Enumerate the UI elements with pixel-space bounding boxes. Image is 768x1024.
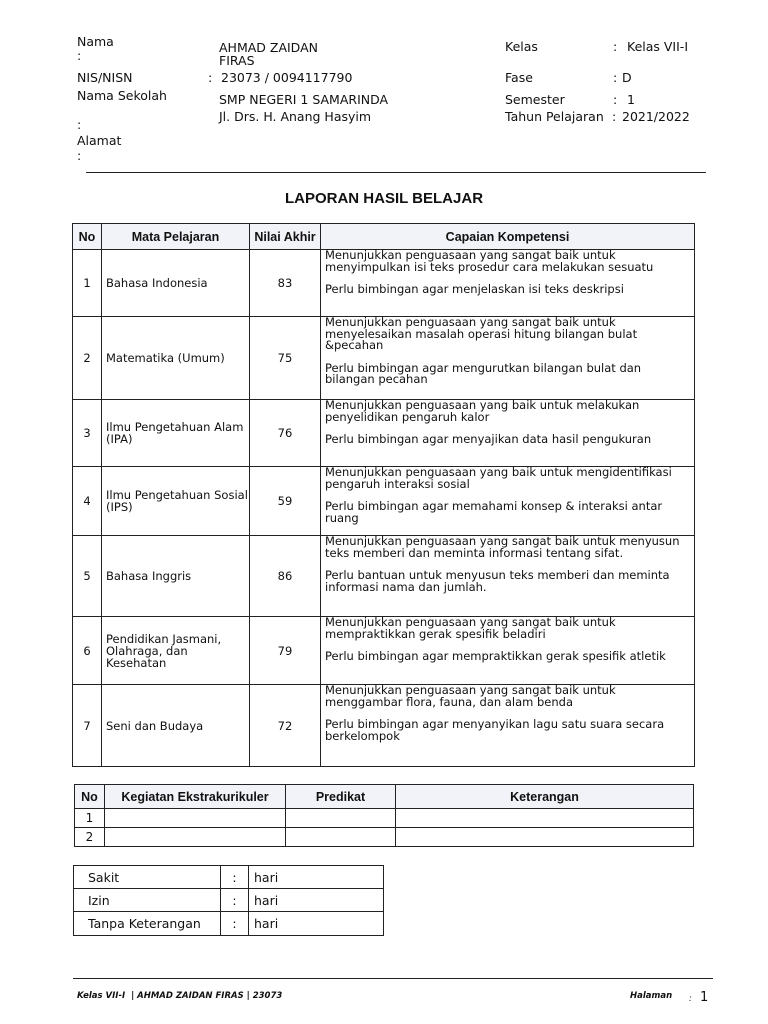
table-row [73, 467, 695, 536]
attendance-unit: hari [249, 912, 384, 936]
row-no: 2 [73, 317, 102, 400]
semester-value: 1 [627, 92, 635, 107]
row-note [396, 828, 694, 847]
header-no: No [73, 224, 102, 250]
tahun-value: 2021/2022 [622, 109, 690, 124]
row-no: 1 [75, 809, 105, 828]
row-competency [321, 250, 695, 317]
row-no: 5 [73, 536, 102, 617]
kelas-colon: : [613, 39, 618, 54]
nama-label: Nama [77, 34, 114, 49]
sekolah-label: Nama Sekolah [77, 88, 167, 103]
table-row [73, 617, 695, 685]
row-subject: Ilmu Pengetahuan Alam (IPA) [102, 400, 250, 467]
semester-colon: : [613, 92, 618, 107]
attendance-label: Tanpa Keterangan [74, 912, 221, 936]
footer-info: Kelas VII-I | AHMAD ZAIDAN FIRAS | 23073 [77, 991, 283, 1001]
row-note [396, 809, 694, 828]
table-row [73, 685, 695, 767]
attendance-table [73, 865, 384, 936]
fase-colon: : [613, 70, 618, 85]
tahun-label: Tahun Pelajaran [505, 109, 604, 124]
competency-improvement: Perlu bimbingan agar mengurutkan bilangan bulat dan bilangan pecahan [325, 360, 642, 387]
competency-improvement: Perlu bimbingan agar menyanyikan lagu satu suara secara berkelompok [325, 717, 665, 743]
header-capaian-kompetensi: Capaian Kompetensi [321, 224, 695, 250]
row-competency [321, 317, 695, 400]
competency-improvement: Perlu bimbingan agar mempraktikkan gerak spesifik atletik [325, 649, 666, 664]
attendance-unit: hari [249, 889, 384, 912]
alamat-value: Jl. Drs. H. Anang Hasyim [219, 109, 372, 124]
nama-value-line2: FIRAS [219, 53, 255, 68]
nis-value: 23073 / 0094117790 [221, 70, 353, 85]
row-subject: Seni dan Budaya [102, 685, 250, 767]
row-competency [321, 467, 695, 536]
nis-colon: : [208, 70, 213, 85]
competency-strength: Menunjukkan penguasaan yang sangat baik untuk menyelesaikan masalah operasi hitung bilangan bulat &pecahan [325, 315, 638, 353]
row-subject: Matematika (Umum) [102, 317, 250, 400]
row-competency [321, 536, 695, 617]
competency-strength: Menunjukkan penguasaan yang baik untuk melakukan penyelidikan pengaruh kalor [325, 398, 640, 424]
row-score: 86 [250, 536, 321, 617]
table-row [73, 317, 695, 400]
header-kegiatan: Kegiatan Ekstrakurikuler [105, 785, 286, 809]
attendance-colon: : [221, 912, 249, 936]
kelas-label: Kelas [505, 39, 538, 54]
table-row [74, 889, 384, 912]
row-subject: Bahasa Indonesia [102, 250, 250, 317]
row-competency [321, 617, 695, 685]
competency-strength: Menunjukkan penguasaan yang sangat baik untuk menyusun teks memberi dan meminta informasi tentang sifat. [325, 534, 680, 560]
attendance-label: Sakit [74, 866, 221, 889]
page-number: 1 [700, 990, 709, 1005]
row-no: 6 [73, 617, 102, 685]
semester-label: Semester [505, 92, 565, 107]
table-row [73, 400, 695, 467]
kelas-value: Kelas VII-I [627, 39, 689, 54]
fase-value: D [622, 70, 632, 85]
competency-improvement: Perlu bantuan untuk menyusun teks memberi dan meminta informasi nama dan jumlah. [325, 568, 670, 594]
report-title: LAPORAN HASIL BELAJAR [284, 190, 484, 207]
nama-value-line1: AHMAD ZAIDAN [219, 40, 318, 55]
header-mata-pelajaran: Mata Pelajaran [102, 224, 250, 250]
header-no: No [75, 785, 105, 809]
row-score: 83 [250, 250, 321, 317]
table-row [73, 536, 695, 617]
row-predicate [286, 809, 396, 828]
table-row [74, 866, 384, 889]
footer-divider [73, 978, 713, 979]
row-subject: Ilmu Pengetahuan Sosial (IPS) [102, 467, 250, 536]
competency-improvement: Perlu bimbingan agar memahami konsep & interaksi antar ruang [325, 499, 663, 525]
row-score: 59 [250, 467, 321, 536]
competency-strength: Menunjukkan penguasaan yang sangat baik untuk menggambar flora, fauna, dan alam benda [325, 683, 616, 709]
competency-improvement: Perlu bimbingan agar menyajikan data hasil pengukuran [325, 432, 652, 447]
header-divider [86, 172, 706, 173]
row-score: 79 [250, 617, 321, 685]
attendance-colon: : [221, 866, 249, 889]
row-competency [321, 685, 695, 767]
competency-improvement: Perlu bimbingan agar menjelaskan isi teks deskripsi [325, 282, 624, 297]
row-activity [105, 809, 286, 828]
row-no: 2 [75, 828, 105, 847]
extracurricular-table [74, 784, 694, 847]
sekolah-colon: : [77, 117, 82, 132]
nama-colon: : [77, 48, 82, 63]
row-activity [105, 828, 286, 847]
row-score: 76 [250, 400, 321, 467]
row-score: 72 [250, 685, 321, 767]
row-no: 7 [73, 685, 102, 767]
row-no: 3 [73, 400, 102, 467]
grades-header-row [73, 224, 695, 250]
extracurricular-header-row [75, 785, 694, 809]
header-nilai-akhir: Nilai Akhir [250, 224, 321, 250]
table-row [74, 912, 384, 936]
competency-strength: Menunjukkan penguasaan yang baik untuk mengidentifikasi pengaruh interaksi sosial [325, 465, 672, 491]
footer-halaman-label: Halaman [630, 991, 673, 1001]
fase-label: Fase [505, 70, 533, 85]
attendance-unit: hari [249, 866, 384, 889]
nis-label: NIS/NISN [77, 70, 133, 85]
attendance-colon: : [221, 889, 249, 912]
tahun-colon: : [612, 109, 617, 124]
row-subject: Bahasa Inggris [102, 536, 250, 617]
footer-colon: : [689, 994, 692, 1004]
row-no: 1 [73, 250, 102, 317]
row-predicate [286, 828, 396, 847]
competency-strength: Menunjukkan penguasaan yang sangat baik untuk mempraktikkan gerak spesifik beladiri [325, 615, 616, 641]
sekolah-value: SMP NEGERI 1 SAMARINDA [219, 92, 389, 107]
grades-table [72, 223, 695, 767]
header-predikat: Predikat [286, 785, 396, 809]
row-score: 75 [250, 317, 321, 400]
row-no: 4 [73, 467, 102, 536]
competency-strength: Menunjukkan penguasaan yang sangat baik untuk menyimpulkan isi teks prosedur cara melakukan sesuatu [325, 248, 654, 274]
attendance-label: Izin [74, 889, 221, 912]
table-row [73, 250, 695, 317]
alamat-label: Alamat [77, 133, 122, 148]
header-keterangan: Keterangan [396, 785, 694, 809]
table-row [75, 809, 694, 828]
row-competency [321, 400, 695, 467]
row-subject: Pendidikan Jasmani, Olahraga, dan Kesehatan [102, 617, 250, 685]
table-row [75, 828, 694, 847]
alamat-colon: : [77, 148, 82, 163]
